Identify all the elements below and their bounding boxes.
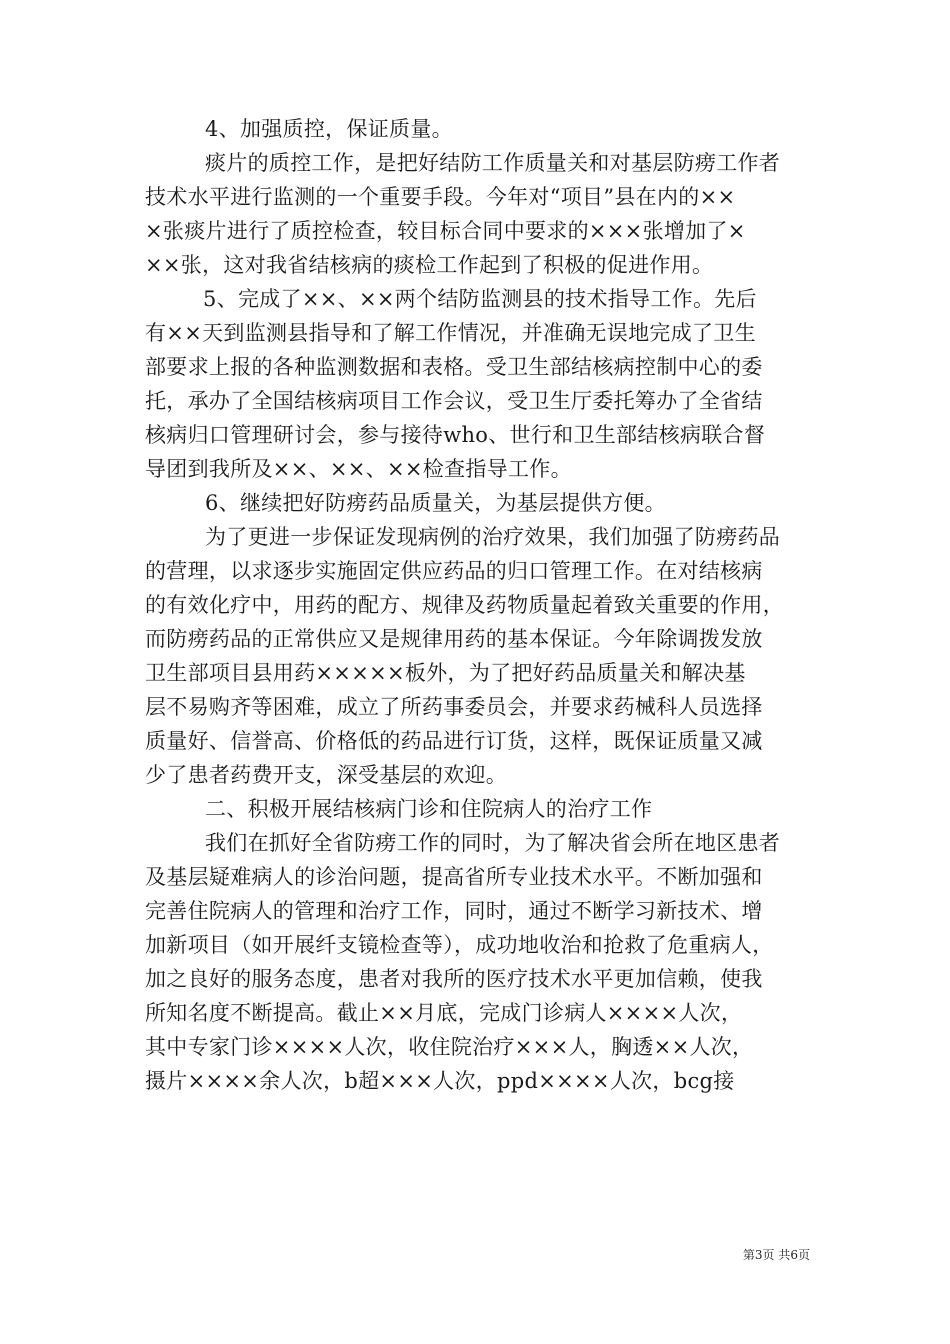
section-heading-5: 5、完成了××、××两个结防监测县的技术指导工作。先后 (203, 287, 757, 311)
paragraph-line: 及基层疑难病人的诊治问题，提高省所专业技术水平。不断加强和 (145, 865, 763, 889)
footer-suffix: 页 (797, 1248, 810, 1262)
paragraph-line: 的有效化疗中，用药的配方、规律及药物质量起着致关重要的作用， (145, 593, 784, 617)
paragraph-line: 而防痨药品的正常供应又是规律用药的基本保证。今年除调拨发放 (145, 627, 763, 651)
paragraph-line: 核病归口管理研讨会，参与接待who、世行和卫生部结核病联合督 (145, 423, 766, 447)
paragraph-line: 质量好、信誉高、价格低的药品进行订货，这样，既保证质量又减 (145, 729, 763, 753)
current-page-number: 3 (754, 1248, 763, 1262)
paragraph-line: 少了患者药费开支，深受基层的欢迎。 (145, 763, 508, 787)
section-heading-4: 4、加强质控，保证质量。 (205, 117, 453, 141)
paragraph-line: 的营理，以求逐步实施固定供应药品的归口管理工作。在对结核病 (145, 559, 763, 583)
paragraph-line: 其中专家门诊××××人次，收住院治疗×××人，胸透××人次， (145, 1035, 754, 1059)
paragraph-line: 加新项目（如开展纤支镜检查等），成功地收治和抢救了危重病人， (145, 933, 774, 957)
total-page-number: 6 (790, 1248, 798, 1262)
document-body (145, 112, 815, 1098)
paragraph-line: 卫生部项目县用药×××××板外，为了把好药品质量关和解决基 (145, 661, 746, 685)
page-number-footer (743, 1246, 810, 1263)
footer-mid: 页 共 (762, 1248, 791, 1262)
paragraph-line: 完善住院病人的管理和治疗工作，同时，通过不断学习新技术、增 (145, 899, 763, 923)
paragraph-line: 加之良好的服务态度，患者对我所的医疗技术水平更加信赖，使我 (145, 967, 763, 991)
paragraph-line: 痰片的质控工作，是把好结防工作质量关和对基层防痨工作者 (205, 151, 781, 175)
paragraph-line: 托，承办了全国结核病项目工作会议，受卫生厅委托筹办了全省结 (145, 389, 763, 413)
paragraph-line: 技术水平进行监测的一个重要手段。今年对“项目”县在内的×× (145, 185, 736, 209)
paragraph-line: 我们在抓好全省防痨工作的同时，为了解决省会所在地区患者 (205, 831, 781, 855)
section-heading-6: 6、继续把好防痨药品质量关，为基层提供方便。 (205, 491, 666, 515)
paragraph-line: 摄片××××余人次，b超×××人次，ppd××××人次，bcg接 (145, 1069, 735, 1093)
paragraph-line: 所知名度不断提高。截止××月底，完成门诊病人××××人次， (145, 1001, 743, 1025)
paragraph-line: 导团到我所及××、××、××检查指导工作。 (145, 457, 572, 481)
paragraph-line: 为了更进一步保证发现病例的治疗效果，我们加强了防痨药品 (205, 525, 781, 549)
paragraph-line: 有××天到监测县指导和了解工作情况，并准确无误地完成了卫生 (145, 321, 756, 345)
paragraph-line: ×张痰片进行了质控检查，较目标合同中要求的×××张增加了× (145, 219, 746, 243)
footer-prefix: 第 (742, 1248, 755, 1262)
paragraph-line: 部要求上报的各种监测数据和表格。受卫生部结核病控制中心的委 (145, 355, 763, 379)
paragraph-line: 层不易购齐等困难，成立了所药事委员会，并要求药械科人员选择 (145, 695, 763, 719)
paragraph-line: ××张，这对我省结核病的痰检工作起到了积极的促进作用。 (145, 253, 714, 277)
section-heading-2: 二、积极开展结核病门诊和住院病人的治疗工作 (205, 797, 653, 821)
